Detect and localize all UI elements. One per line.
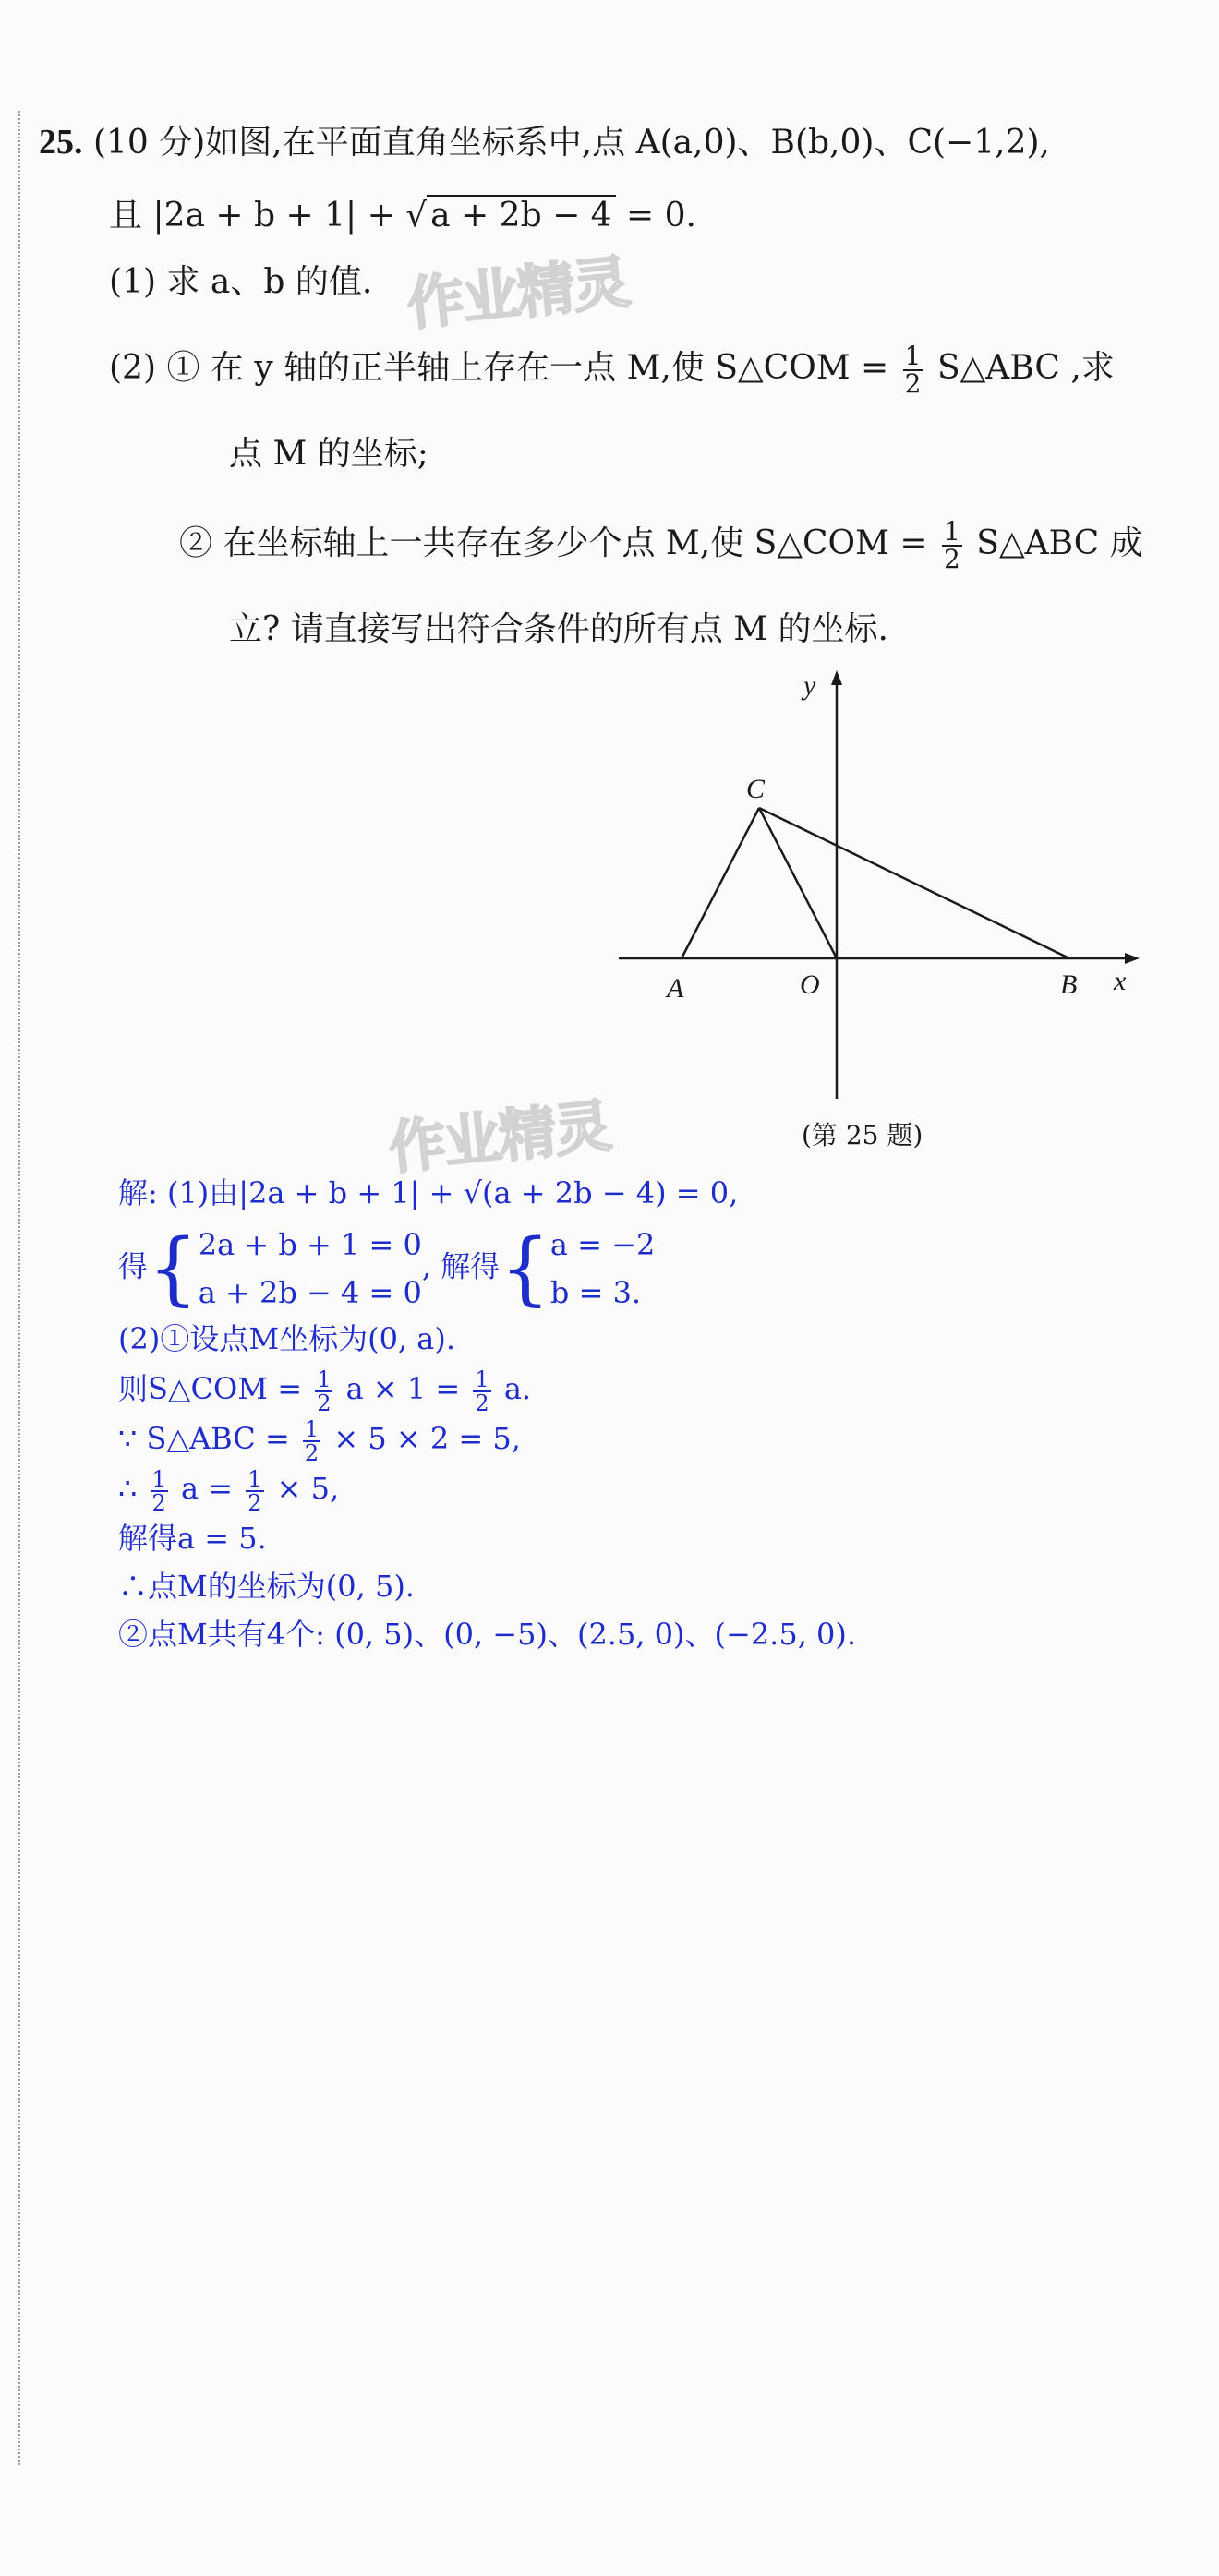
system-2: a = −2 b = 3.	[549, 1227, 656, 1310]
condition-prefix: 且	[109, 197, 143, 235]
problem-number: 25.	[39, 123, 83, 162]
condition-eq: = 0.	[626, 197, 697, 235]
problem-line-1	[39, 120, 1050, 165]
half-fraction: $\frac{1}{2}$	[944, 516, 960, 574]
part2b-label: ②	[179, 524, 213, 562]
watermark: 作业精灵	[404, 247, 632, 339]
system-1: 2a + b + 1 = 0 a + 2b − 4 = 0	[198, 1227, 422, 1310]
binding-dotted-line	[18, 111, 20, 2465]
problem-condition: 且 |2a + b + 1| + √ a + 2b − 4 = 0.	[109, 197, 697, 235]
problem-points: (10 分)	[92, 124, 206, 162]
left-brace-icon: {	[148, 1222, 199, 1315]
part2-label: (2) ①	[109, 349, 200, 387]
part2a-line2: 点 M 的坐标;	[229, 435, 428, 473]
part2a-tail: S△ABC ,求	[936, 349, 1115, 387]
coordinate-figure	[610, 665, 1145, 1108]
label-B: B	[1060, 969, 1078, 1000]
label-A: A	[667, 973, 684, 1004]
figure-caption: (第 25 题)	[802, 1120, 923, 1150]
solution-line-4: 则S△COM = $\frac{1}{2}$ a × 1 = $\frac{1}{2}$ a.	[118, 1366, 532, 1416]
solution-line-7: 解得a = 5.	[118, 1521, 267, 1556]
y-axis-arrow	[831, 670, 842, 685]
solution-line-6: ∴ $\frac{1}{2}$ a = $\frac{1}{2}$ × 5,	[118, 1465, 340, 1516]
label-C: C	[746, 774, 766, 804]
solution-line-3: (2)①设点M坐标为(0, a).	[118, 1321, 456, 1356]
label-O: O	[800, 969, 820, 1000]
part2b-line2: 立? 请直接写出符合条件的所有点 M 的坐标.	[229, 610, 888, 648]
part2b-text: 在坐标轴上一共存在多少个点 M,使 S△COM =	[223, 524, 928, 562]
label-y: y	[803, 670, 816, 701]
label-x: x	[1114, 966, 1127, 996]
left-brace-icon: {	[500, 1222, 550, 1315]
condition-abs: |2a + b + 1|	[152, 197, 357, 235]
solution-line-5: ∵ S△ABC = $\frac{1}{2}$ × 5 × 2 = 5,	[118, 1415, 521, 1466]
part1: (1) 求 a、b 的值.	[109, 263, 373, 301]
watermark: 作业精灵	[385, 1091, 613, 1183]
part2b	[179, 516, 1143, 574]
solution-line-8: ∴点M的坐标为(0, 5).	[118, 1569, 415, 1604]
solution-line-9: ②点M共有4个: (0, 5)、(0, −5)、(2.5, 0)、(−2.5, 0).	[118, 1617, 857, 1652]
part2b-tail: S△ABC 成	[976, 524, 1143, 562]
system-mid: , 解得	[421, 1248, 501, 1284]
segment-CB	[759, 808, 1069, 958]
solution-system	[118, 1221, 655, 1317]
segment-CO	[759, 808, 837, 958]
segment-AC	[682, 808, 759, 958]
half-fraction: $\frac{1}{2}$	[904, 341, 922, 399]
problem-intro: 如图,在平面直角坐标系中,点 A(a,0)、B(b,0)、C(−1,2),	[205, 124, 1050, 162]
system-prefix: 得	[118, 1248, 149, 1284]
x-axis-arrow	[1125, 953, 1140, 964]
condition-plus: +	[367, 197, 395, 235]
solution-line-1: 解: (1)由|2a + b + 1| + √(a + 2b − 4) = 0,	[118, 1175, 739, 1210]
part2a-text: 在 y 轴的正半轴上存在一点 M,使 S△COM =	[210, 349, 889, 387]
condition-sqrt: a + 2b − 4	[427, 195, 615, 235]
part2a	[109, 343, 1115, 397]
